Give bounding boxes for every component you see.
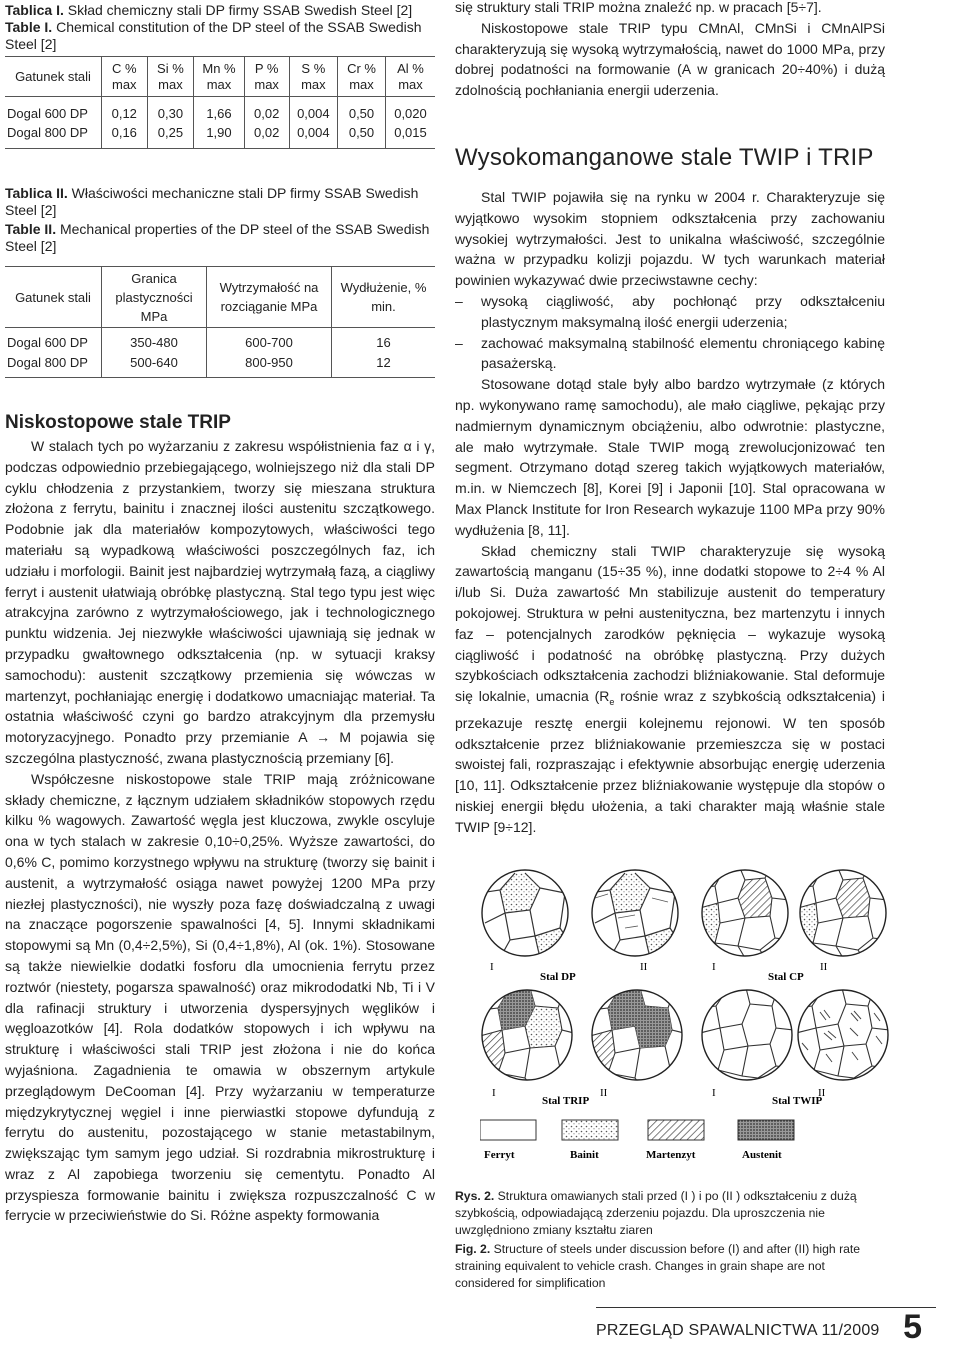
paragraph: Współczesne niskostopowe stale TRIP mają zróżnicowane składy chemiczne, z łącznym udziałem składników stopowych rzędu kilku % wagowych. Zawartość węgla jest kluczowa, zwykle oscyluje ona w tych stalach w zakresie 0,10÷0,25%. Wyższe zawartości, do 0,6% C, pomimo korzystnego wpływu na strukturę (tworzy się bainit i austenit, a wytrzymałość osiąga nawet powyżej 1200 MPa przy niezłej plastyczności), nie wyszły poza fazę doświadczalną z uwagi na znaczące pogorszenie spawalności [4, 5]. Innymi składnikami stopowymi są Mn (0,4÷2,5%), Si (0,4÷1,8%), Al (ok. 1%). Stosowane są także niewielkie dodatki fosforu dla umocnienia ferrytu przez roztwór (niestety, pogarsza spawalność) oraz mikrododatki Nb, Ti i V dla rafinacji struktury i utworzenia dyspersyjnych węglików i węgloazotków [4]. Rola dodatków stopowych i ich wpływu na strukturę i właściwości stali TRIP jest złożona i nie do końca wyjaśniona. Zagadnienia te omawia w obszernym artykule przeglądowym DeCooman [4]. Przy wyżarzaniu w temperaturze międzykrytycznej węgiel i inne pierwiastki stopowe dyfundują z ferrytu do austenitu, pozostającego w stanie metastabilnym, zwiększając tym samym jego udział. Si rozdrabnia mikrostrukturę i wraz z Al zapobiega tworzeniu się cementytu. Ponadto Al przyspiesza formowanie bainitu i zwiększa rozpuszczalność C w ferrycie w przeciwieństwie do Si. Różne aspekty formowania [5, 770, 435, 1224]
label-dp-ii: II [640, 961, 648, 973]
table-cell: 0,25 [147, 123, 194, 149]
trip-after [590, 988, 684, 1082]
journal-name: PRZEGLĄD SPAWALNICTWA 11/2009 [596, 1322, 880, 1339]
right-body-text [455, 187, 885, 838]
section-heading-trip: Niskostopowe stale TRIP [5, 412, 231, 433]
label-twip-i: I [712, 1087, 716, 1099]
label-cp: Stal CP [768, 971, 804, 983]
table2-header: Granica plastyczności MPa [102, 267, 207, 328]
subscript: e [609, 696, 615, 707]
right-column [455, 0, 885, 837]
legend-label: Bainit [570, 1149, 599, 1161]
label-trip: Stal TRIP [542, 1095, 590, 1107]
table-cell: 0,16 [102, 123, 148, 149]
table-cell: 600-700 [207, 328, 332, 354]
label-trip-i: I [492, 1087, 496, 1099]
left-body-text [5, 436, 435, 1226]
label-twip: Stal TWIP [772, 1095, 823, 1107]
table-row [5, 97, 435, 124]
table-cell: 0,020 [385, 97, 435, 124]
legend-label: Martenzyt [646, 1149, 696, 1161]
figure-microstructures [480, 868, 890, 1168]
legend-label: Austenit [742, 1149, 782, 1161]
table-cell: 16 [332, 328, 436, 354]
label-cp-i: I [712, 961, 716, 973]
table-cell: 0,004 [289, 123, 337, 149]
table-cell: 0,015 [385, 123, 435, 149]
table1-header: S % max [289, 57, 337, 97]
list-item: – wysoką ciągliwość, aby pochłonąć przy odkształceniu plastycznym maksymalną ilość energii uderzenia; [455, 291, 885, 333]
legend-swatch-ferryt [480, 1120, 536, 1140]
paragraph: Stosowane dotąd stale były albo bardzo wytrzymałe (z których np. wykonywano ramę samochodu), ale mało ciągliwe, pękając przy nadmiernym dynamicznym obciążeniu, albo odwrotnie: plastyczne, ale mało wytrzymałe. Stale TWIP mogą zrewolucjonizować ten segment. Otrzymano dotąd szereg takich wyjątkowych materiałów, m.in. w Niemczech [8], Korei [9] i Japonii [10]. Stal opracowana w Max Planck Institute for Iron Research wykazuje 1100 MPa przy 90% wydłużenia [8, 11]. [455, 376, 885, 538]
paragraph: Stal TWIP pojawiła się na rynku w 2004 r. Charakteryzuje się wyjątkowo wysokim stopniem odkształcenia przy zachowaniu wysokiej wytrzymałości. Jest to unikalna właściwość, szczególnie ważna w przypadku kolizji pojazdu. W tych warunkach materiał powinien wykazywać dwie przeciwstawne cechy: [455, 188, 885, 289]
table1-caption-en: Chemical constitution of the DP steel of the SSAB Swedish Steel [2] [5, 19, 422, 52]
table-cell: 0,02 [244, 123, 289, 149]
microstructure-diagram [480, 868, 890, 1168]
table1-label-pl: Tablica I. [5, 2, 64, 18]
bullet-list [455, 291, 885, 374]
table2-header: Wytrzymałość na rozciąganie MPa [207, 267, 332, 328]
caption-text-en: Structure of steels under discussion before (I) and after (II) high rate straining equivalent to vehicle crash. Changes in grain shape are not considered for simplification [455, 1242, 861, 1290]
table-cell: 800-950 [207, 353, 332, 378]
page-footer [596, 1307, 936, 1348]
figure-caption [455, 1188, 885, 1292]
legend-label: Ferryt [484, 1149, 515, 1161]
table1-header: Mn % max [194, 57, 244, 97]
table-row [5, 123, 435, 149]
trip-before [480, 988, 574, 1082]
legend-swatch-martenzyt [648, 1120, 704, 1140]
paragraph: się struktury stali TRIP można znaleźć np. w pracach [5÷7]. [455, 0, 822, 15]
table-cell: Dogal 800 DP [7, 355, 88, 370]
paragraph-part: Skład chemiczny stali TWIP charakteryzuje się wysoką zawartością manganu (15÷35 %), inne dodatki stopowe to 2÷4 % Al i/lub Si. Duża zawartość Mn stabilizuje austenit do temperatury pokojowej. Struktura w pełni austenityczna, bez martenzytu i innych faz – potencjalnych zarodków pęknięcia – wykazuje wysoką ciągliwość i podatność na obróbkę plastyczną. Przy dużych szybkościach odkształcenia zachodzi bliźniakowanie. Stal deformuje się lokalnie, umacnia (R [455, 542, 885, 705]
left-column [5, 0, 435, 1226]
caption-label-en: Fig. 2. [455, 1242, 491, 1256]
caption-label-pl: Rys. 2. [455, 1189, 495, 1203]
paragraph: Niskostopowe stale TRIP typu CMnAl, CMnSi i CMnAlPSi charakteryzują się wysoką wytrzymałością, nawet do 1000 MPa, przy dobrej podatności na formowanie (A w granicach 20÷40%) i dużą zdolnością pochłaniania energii uderzenia. [455, 19, 885, 99]
dp-after [590, 868, 680, 958]
label-twip-ii: II [818, 1087, 826, 1099]
list-item: – zachować maksymalną stabilność elementu chroniącego kabinę pasażerską. [455, 333, 885, 375]
table1-header: Gatunek stali [5, 57, 102, 97]
label-trip-ii: II [600, 1087, 608, 1099]
table-row [5, 353, 435, 378]
table-cell: 0,004 [289, 97, 337, 124]
section-heading-twip: Wysokomanganowe stale TWIP i TRIP [455, 143, 874, 171]
caption-text-pl: Struktura omawianych stali przed (I ) i po (II ) odkształceniu z dużą szybkością, odpowiadającą zderzeniu pojazdu. Dla uproszczenia nie uwzględniono zmiany kształtu ziaren [455, 1189, 857, 1237]
table-cell: Dogal 600 DP [7, 335, 88, 350]
table-cell: 1,90 [194, 123, 244, 149]
table1-header: P % max [244, 57, 289, 97]
page-number: 5 [903, 1308, 922, 1346]
cp-before [700, 868, 790, 958]
table2-label-pl: Tablica II. [5, 185, 68, 201]
table2-caption-pl: Właściwości mechaniczne stali DP firmy SSAB Swedish Steel [2] [5, 185, 419, 218]
dp-before [480, 868, 570, 958]
table-cell: 0,50 [338, 97, 386, 124]
table-cell: 500-640 [102, 353, 207, 378]
table-cell: 350-480 [102, 328, 207, 354]
table-cell: Dogal 800 DP [7, 125, 88, 140]
table1-caption-pl: Skład chemiczny stali DP firmy SSAB Swedish Steel [2] [63, 2, 413, 18]
table-cell: 1,66 [194, 97, 244, 124]
table1-caption [5, 0, 435, 53]
twip-before [700, 988, 794, 1082]
table1-label-en: Table I. [5, 19, 53, 35]
table1-chemical-composition [5, 56, 435, 149]
table2-caption [5, 185, 435, 255]
cp-after [798, 868, 888, 958]
legend-swatch-bainit [562, 1120, 618, 1140]
table2-mechanical-properties [5, 266, 435, 378]
label-cp-ii: II [820, 961, 828, 973]
legend-swatch-austenit [738, 1120, 794, 1140]
paragraph: W stalach tych po wyżarzaniu z zakresu współistnienia faz α i γ, podczas odpowiednio przebiegającego, wolniejszego niż dla stali DP cyklu chłodzenia z przystankiem, tworzy się mieszana struktura złożona z ferrytu, bainitu i znacznej ilości austenitu szczątkowego. Podobnie jak dla materiałów kompozytowych, właściwości tego materiału są wypadkową właściwości poszczególnych faz, ich udziału i morfologii. Bainit jest najbardziej wytrzymałą fazą, a ciągliwy ferryt i austenit ułatwiają obróbkę plastyczną. Stal tego typu jest więc atrakcyjna zarówno z wytrzymałościowego, jak i technologicznego punktu widzenia. Jej niezwykłe właściwości ujawniają się jednak w przypadku gwałtownego odkształcenia (np. w sytuacji kraksy samochodu): austenit szczątkowy przemienia się wówczas w martenzyt, pochłaniając energię i dodatkowo umacniając materiał. Ta ostatnia właściwość czyni go bardzo atrakcyjnym dla przemysłu motoryzacyjnego. Ponadto przy przemianie A → M pojawia się szczególna plastyczność, zwana plastycznością przemiany [6]. [5, 438, 435, 766]
table2-label-en: Table II. [5, 221, 57, 237]
label-dp: Stal DP [540, 971, 576, 983]
table2-header: Wydłużenie, % min. [332, 267, 436, 328]
table-cell: Dogal 600 DP [7, 106, 88, 121]
table2-header: Gatunek stali [5, 267, 102, 328]
table1-header: Si % max [147, 57, 194, 97]
table-cell: 0,02 [244, 97, 289, 124]
table-cell: 0,30 [147, 97, 194, 124]
paragraph [455, 541, 885, 838]
table1-header: Cr % max [338, 57, 386, 97]
right-top-text [455, 0, 885, 101]
table1-header: Al % max [385, 57, 435, 97]
paragraph-part: rośnie wraz z szybkością odkształcenia) i przekazuje resztę energii kolejnemu rejonowi. W ten sposób odkształcenie przez bliźniakowanie przemieszcza się w postaci swoistej fali, rozpraszając i efektywnie absorbując energię uderzenia [10, 11]. Odkształcenie przez bliźniakowanie występuje dla stopów o niskiej energii błędu ułożenia, a taki charakter mają właśnie stale TWIP [9÷12]. [455, 688, 885, 835]
label-dp-i: I [490, 961, 494, 973]
table2-caption-en: Mechanical properties of the DP steel of the SSAB Swedish Steel [2] [5, 221, 430, 254]
twip-after [796, 988, 890, 1082]
table-cell: 0,12 [102, 97, 148, 124]
table-cell: 12 [332, 353, 436, 378]
figure-legend [480, 1120, 794, 1161]
table-cell: 0,50 [338, 123, 386, 149]
table-row [5, 328, 435, 354]
table1-header: C % max [102, 57, 148, 97]
